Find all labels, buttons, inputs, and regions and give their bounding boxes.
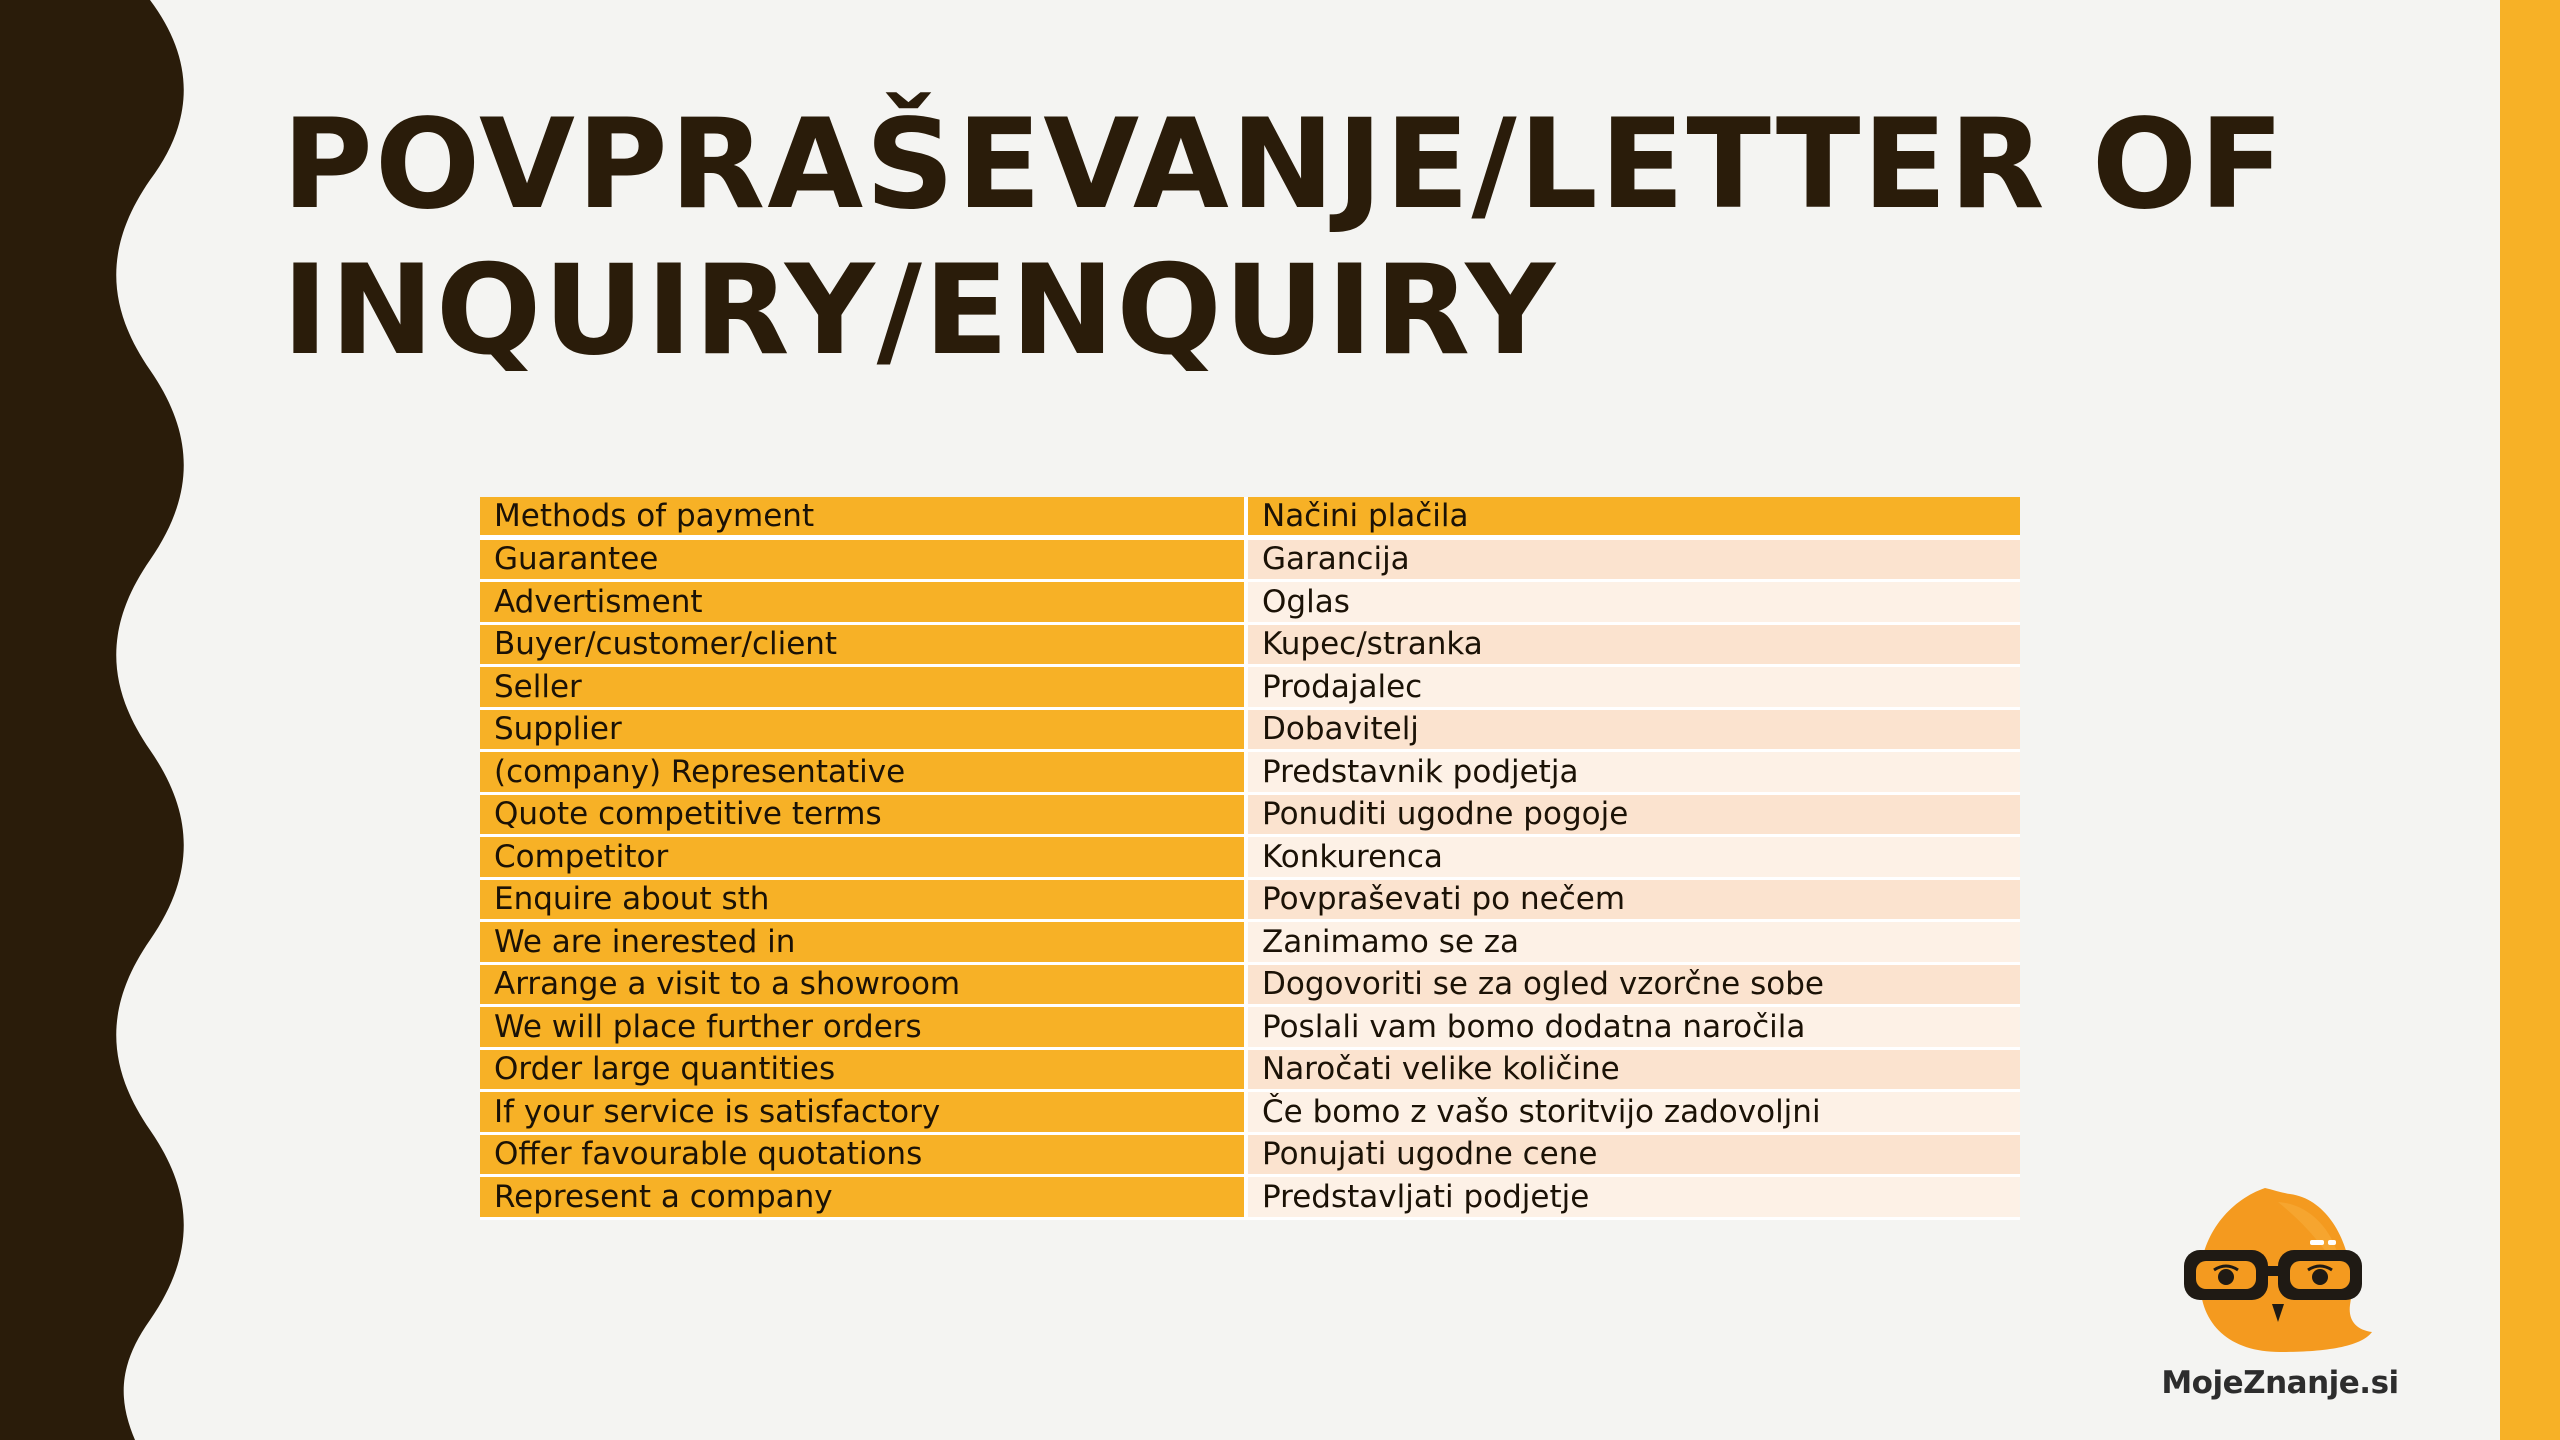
english-term-cell: We are inerested in (480, 922, 1248, 965)
slovene-term-cell: Dogovoriti se za ogled vzorčne sobe (1248, 965, 2020, 1008)
english-term-cell: Order large quantities (480, 1050, 1248, 1093)
slovene-term-cell: Zanimamo se za (1248, 922, 2020, 965)
slovene-term-cell: Predstavljati podjetje (1248, 1177, 2020, 1220)
table-row (480, 625, 2020, 668)
english-term-cell: Competitor (480, 837, 1248, 880)
table-row (480, 710, 2020, 753)
right-accent-bar (2500, 0, 2560, 1440)
slovene-term-cell: Ponujati ugodne cene (1248, 1135, 2020, 1178)
mojeznanje-logo (2160, 1180, 2400, 1420)
slovene-term-cell: Povpraševati po nečem (1248, 880, 2020, 923)
table-row (480, 965, 2020, 1008)
table-row (480, 795, 2020, 838)
slovene-term-cell: Prodajalec (1248, 667, 2020, 710)
english-term-cell: Buyer/customer/client (480, 625, 1248, 668)
table-row (480, 752, 2020, 795)
table-row (480, 880, 2020, 923)
table-row (480, 1135, 2020, 1178)
slovene-term-cell: Dobavitelj (1248, 710, 2020, 753)
slovene-term-cell: Predstavnik podjetja (1248, 752, 2020, 795)
table-header-row (480, 497, 2020, 540)
english-term-cell: (company) Representative (480, 752, 1248, 795)
table-row (480, 540, 2020, 583)
table-row (480, 1050, 2020, 1093)
slovene-term-cell: Oglas (1248, 582, 2020, 625)
slovene-term-cell: Poslali vam bomo dodatna naročila (1248, 1007, 2020, 1050)
vocabulary-table (480, 497, 2020, 1220)
owl-with-glasses-icon (2160, 1180, 2400, 1370)
table-row (480, 1092, 2020, 1135)
english-term-cell: Offer favourable quotations (480, 1135, 1248, 1178)
slovene-term-cell: Konkurenca (1248, 837, 2020, 880)
english-term-cell: We will place further orders (480, 1007, 1248, 1050)
english-term-cell: Advertisment (480, 582, 1248, 625)
english-term-cell: Seller (480, 667, 1248, 710)
english-term-cell: Guarantee (480, 540, 1248, 583)
table-row (480, 837, 2020, 880)
slovene-term-cell: Če bomo z vašo storitvijo zadovoljni (1248, 1092, 2020, 1135)
english-term-cell: Represent a company (480, 1177, 1248, 1220)
english-term-cell: Arrange a visit to a showroom (480, 965, 1248, 1008)
table-row (480, 667, 2020, 710)
table-row (480, 582, 2020, 625)
table-row (480, 1177, 2020, 1220)
english-term-cell: Enquire about sth (480, 880, 1248, 923)
left-wave-decoration (0, 0, 200, 1440)
slovene-term-cell: Naročati velike količine (1248, 1050, 2020, 1093)
english-term-cell: If your service is satisfactory (480, 1092, 1248, 1135)
slide-title: POVPRAŠEVANJE/LETTER OF INQUIRY/ENQUIRY (282, 93, 2286, 383)
table-row (480, 1007, 2020, 1050)
english-term-cell: Quote competitive terms (480, 795, 1248, 838)
slovene-term-cell: Garancija (1248, 540, 2020, 583)
slovene-term-cell: Kupec/stranka (1248, 625, 2020, 668)
table-row (480, 922, 2020, 965)
english-term-cell: Supplier (480, 710, 1248, 753)
english-term-cell: Methods of payment (480, 497, 1248, 540)
logo-text: MojeZnanje.si (2161, 1365, 2399, 1401)
slovene-term-cell: Načini plačila (1248, 497, 2020, 540)
slovene-term-cell: Ponuditi ugodne pogoje (1248, 795, 2020, 838)
